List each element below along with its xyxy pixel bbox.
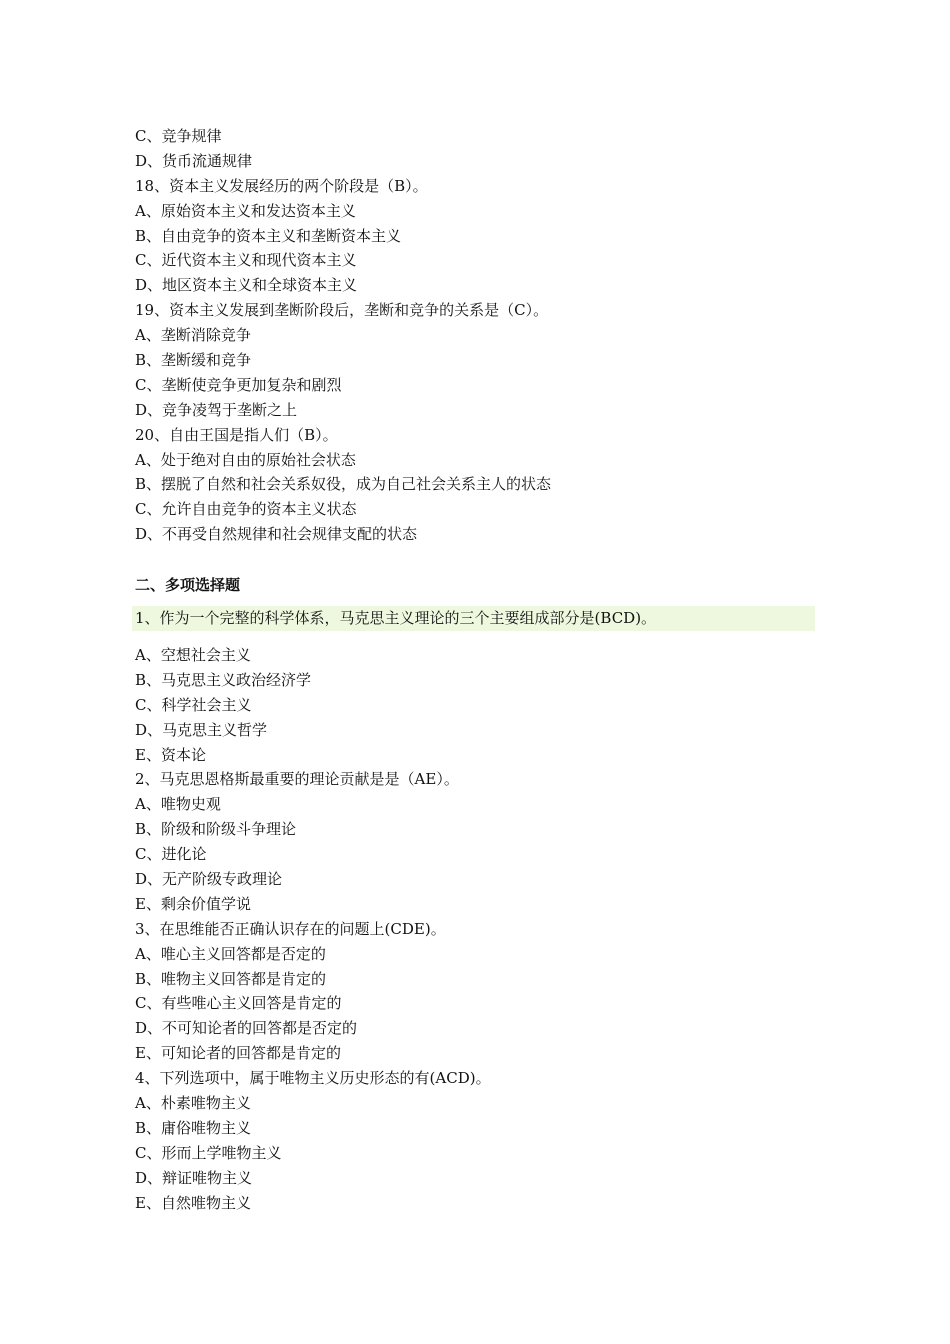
text-line: C、科学社会主义 [135,695,252,714]
text-line: E、自然唯物主义 [135,1193,251,1212]
text-line: A、朴素唯物主义 [135,1094,251,1113]
text-line: B、唯物主义回答都是肯定的 [135,969,327,988]
text-line: A、垄断消除竞争 [135,326,251,345]
text-line: D、货币流通规律 [135,151,253,170]
highlighted-question: 1、作为一个完整的科学体系，马克思主义理论的三个主要组成部分是(BCD)。 [132,606,815,631]
text-line: E、资本论 [135,745,206,764]
text-line: E、可知论者的回答都是肯定的 [135,1044,341,1063]
question-line: 3、在思维能否正确认识存在的问题上(CDE)。 [135,919,446,938]
text-line: D、辩证唯物主义 [135,1168,253,1187]
text-line: D、竞争凌驾于垄断之上 [135,400,298,419]
text-line: D、不可知论者的回答都是否定的 [135,1019,358,1038]
text-line: A、空想社会主义 [135,646,251,664]
text-line: C、近代资本主义和现代资本主义 [135,251,357,270]
section2-list [135,643,815,1215]
question-line: 20、自由王国是指人们（B）。 [135,425,338,444]
text-line: D、无产阶级专政理论 [135,870,283,889]
text-line: A、唯心主义回答都是否定的 [135,944,326,963]
text-line: C、有些唯心主义回答是肯定的 [135,994,342,1013]
text-line: B、垄断缓和竞争 [135,351,252,370]
text-line: D、马克思主义哲学 [135,720,268,739]
text-line: B、庸俗唯物主义 [135,1118,252,1137]
text-line: B、马克思主义政治经济学 [135,670,312,689]
text-line: A、原始资本主义和发达资本主义 [135,201,356,220]
text-line: B、摆脱了自然和社会关系奴役，成为自己社会关系主人的状态 [135,475,552,494]
text-line: C、允许自由竞争的资本主义状态 [135,500,357,519]
section-heading: 二、多项选择题 [135,576,241,594]
question-line: 2、马克思恩格斯最重要的理论贡献是是（AE）。 [135,770,459,789]
text-line: C、形而上学唯物主义 [135,1143,282,1162]
text-line: A、唯物史观 [135,795,221,814]
question-line: 18、资本主义发展经历的两个阶段是（B）。 [135,176,428,195]
text-line: B、阶级和阶级斗争理论 [135,820,297,839]
text-line: B、自由竞争的资本主义和垄断资本主义 [135,226,402,245]
section1-list [135,124,815,547]
text-line: D、不再受自然规律和社会规律支配的状态 [135,525,418,544]
text-line: E、剩余价值学说 [135,894,251,913]
text-line: C、垄断使竞争更加复杂和剧烈 [135,375,342,394]
question-line: 19、资本主义发展到垄断阶段后，垄断和竞争的关系是（C）。 [135,301,549,320]
question-line: 4、下列选项中，属于唯物主义历史形态的有(ACD)。 [135,1069,491,1088]
text-line: D、地区资本主义和全球资本主义 [135,276,358,295]
text-line: C、竞争规律 [135,127,222,145]
text-line: C、进化论 [135,845,207,864]
text-line: A、处于绝对自由的原始社会状态 [135,450,356,469]
